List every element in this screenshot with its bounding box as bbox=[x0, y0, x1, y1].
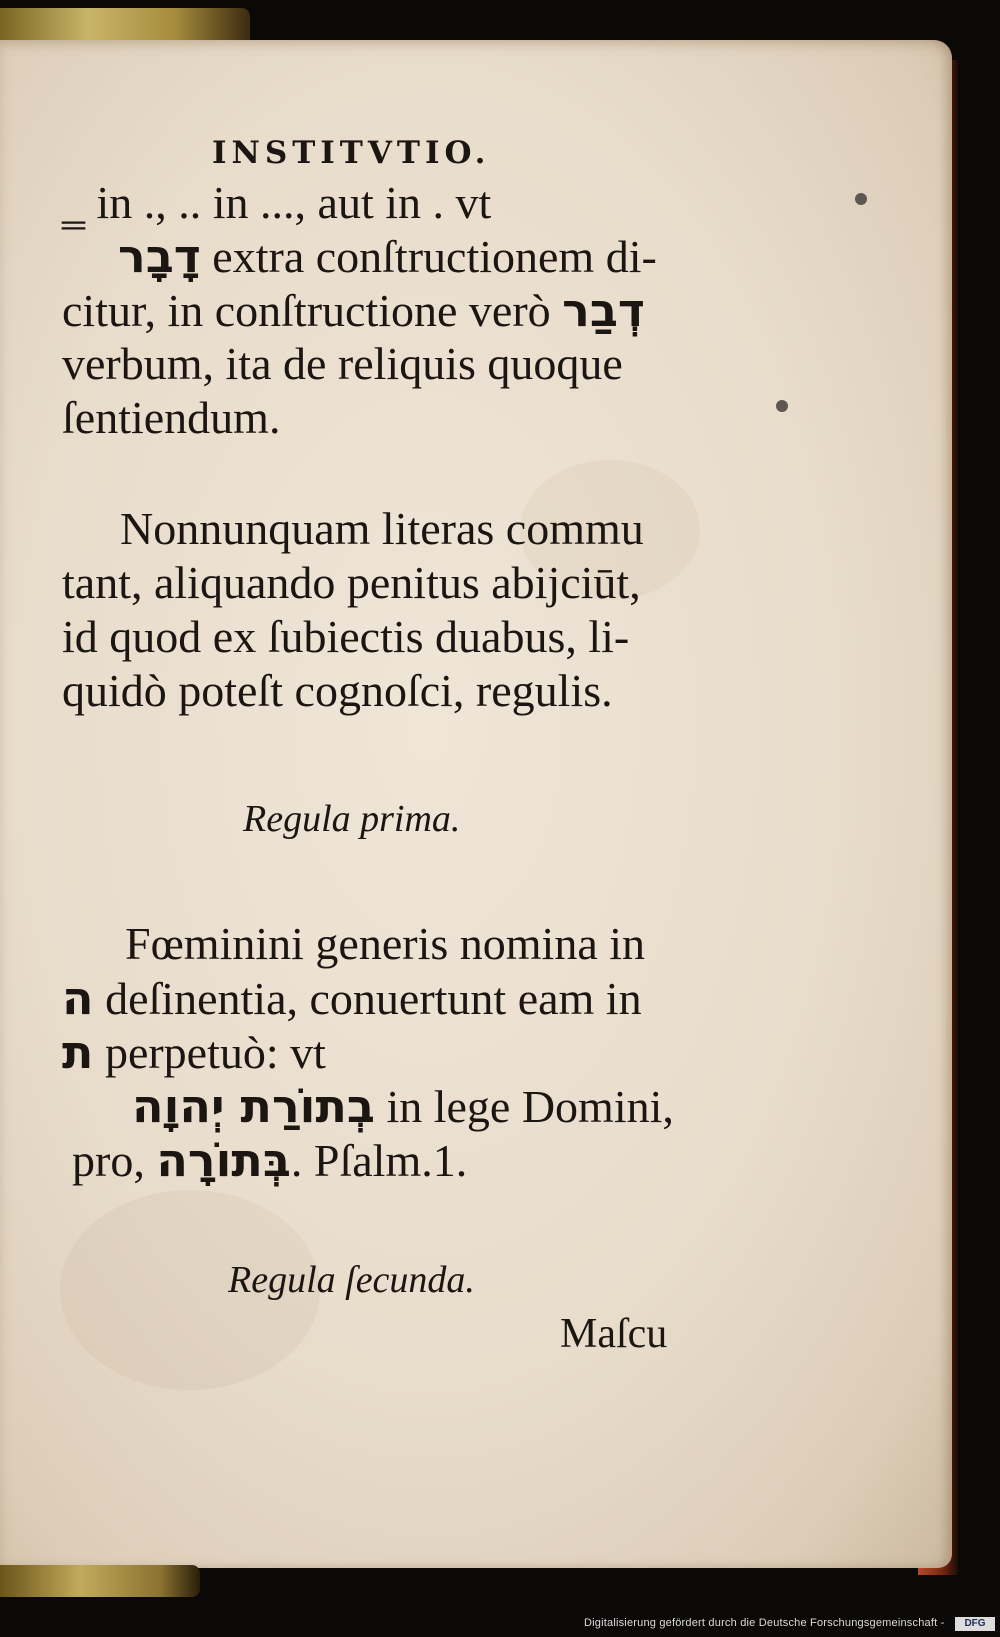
digitization-credit: Digitalisierung gefördert durch die Deutsche Forschungsgemeinschaft - bbox=[584, 1617, 945, 1629]
line-text: extra conſtructionem di- bbox=[200, 231, 657, 282]
text-line-8: id quod ex ſubiectis duabus, li- bbox=[62, 611, 630, 662]
text-line-12 bbox=[62, 1025, 326, 1079]
running-head: INSTITVTIO. bbox=[212, 135, 491, 171]
hebrew-phrase: בְתוֹרַת יְהוָה bbox=[132, 1079, 375, 1133]
dfg-logo: DFG bbox=[955, 1617, 995, 1631]
line-text: citur, in conſtructione verò bbox=[62, 285, 563, 336]
hebrew-letter: ה bbox=[62, 971, 94, 1025]
text-line-4: verbum, ita de reliquis quoque bbox=[62, 338, 623, 389]
line-text-end: . Pſalm.1. bbox=[290, 1135, 468, 1186]
text-line-5: ſentiendum. bbox=[62, 392, 281, 443]
text-line-6: Nonnunquam literas commu bbox=[120, 503, 644, 554]
gilt-edge-bottom bbox=[0, 1565, 200, 1597]
text-line-14 bbox=[72, 1133, 468, 1187]
text-line-13 bbox=[132, 1079, 674, 1133]
line-text: perpetuò: vt bbox=[93, 1027, 326, 1078]
text-line-7: tant, aliquando penitus abijciūt, bbox=[62, 557, 641, 608]
text-line-11 bbox=[62, 971, 642, 1025]
text-line-2 bbox=[118, 229, 657, 283]
hebrew-word: דְבַר bbox=[562, 283, 645, 337]
text-line-1: ‗ in ., .. in ..., aut in . vt bbox=[62, 177, 492, 228]
rule-heading-1: Regula prima. bbox=[243, 798, 461, 840]
text-line-10: Fœminini generis nomina in bbox=[125, 918, 646, 969]
catchword: Maſcu bbox=[560, 1311, 668, 1357]
specimen-dot bbox=[776, 400, 788, 412]
rule-heading-2: Regula ſecunda. bbox=[228, 1259, 475, 1301]
text-line-9: quidò poteſt cognoſci, regulis. bbox=[62, 665, 613, 716]
line-text: pro, bbox=[72, 1135, 157, 1186]
line-text: in lege Domini, bbox=[374, 1081, 674, 1132]
hebrew-letter: ת bbox=[62, 1025, 94, 1079]
text-line-3 bbox=[62, 283, 645, 337]
specimen-dot bbox=[855, 193, 867, 205]
hebrew-word: דָבָר bbox=[118, 229, 201, 283]
line-text: deſinentia, conuertunt eam in bbox=[93, 973, 642, 1024]
hebrew-word: בְּתוֹרָה bbox=[156, 1133, 291, 1187]
